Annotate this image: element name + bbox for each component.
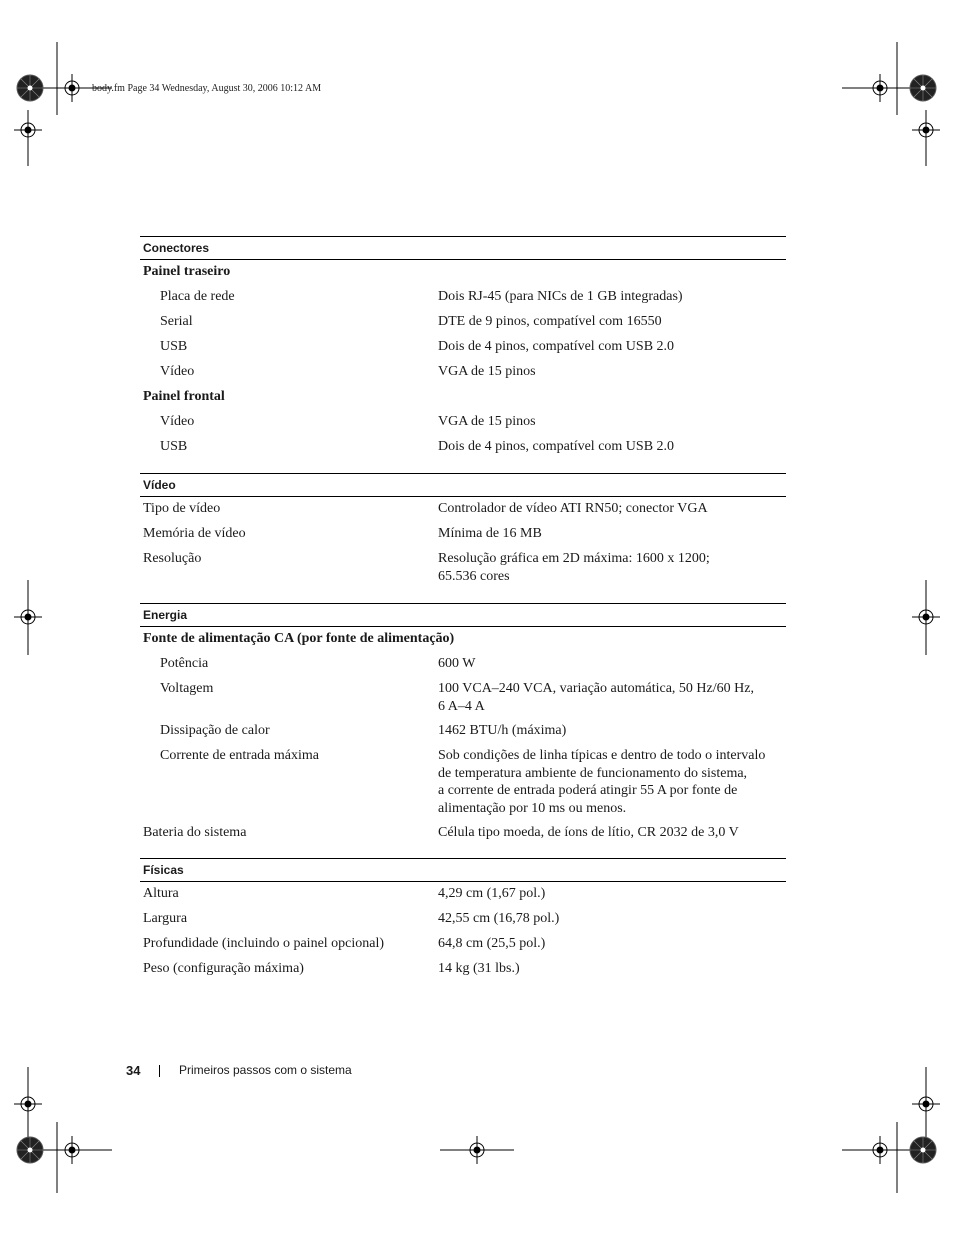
spec-row: Placa de rede Dois RJ-45 (para NICs de 1 GB integradas)	[160, 289, 683, 304]
spec-row: Serial DTE de 9 pinos, compatível com 16550	[160, 314, 662, 329]
spec-row: Profundidade (incluindo o painel opcional) 64,8 cm (25,5 pol.)	[143, 936, 546, 951]
spec-row: Memória de vídeo Mínima de 16 MB	[143, 526, 542, 541]
print-slug: body.fm Page 34 Wednesday, August 30, 2006 10:12 AM	[92, 83, 322, 94]
spec-row: Vídeo VGA de 15 pinos	[160, 364, 536, 379]
spec-row: USB Dois de 4 pinos, compatível com USB 2.0	[160, 339, 675, 354]
spec-row: Largura 42,55 cm (16,78 pol.)	[143, 911, 560, 926]
spec-row: Voltagem 100 VCA–240 VCA, variação automática, 50 Hz/60 Hz, 6 A–4 A	[160, 681, 754, 714]
section-heading: Conectores	[140, 236, 786, 260]
section-heading: Vídeo	[140, 473, 786, 497]
section-fisicas	[140, 858, 786, 982]
section-conectores	[140, 236, 786, 460]
section-energia	[140, 603, 786, 846]
spec-row: Potência 600 W	[160, 656, 476, 671]
page-number: 34	[126, 1063, 141, 1078]
spec-row: Peso (configuração máxima) 14 kg (31 lbs.)	[143, 961, 520, 976]
footer-title: Primeiros passos com o sistema	[179, 1063, 352, 1077]
spec-row: Tipo de vídeo Controlador de vídeo ATI RN50; conector VGA	[143, 501, 708, 516]
spec-row: Painel frontal	[143, 389, 225, 404]
spec-row: Vídeo VGA de 15 pinos	[160, 414, 536, 429]
spec-row: Altura 4,29 cm (1,67 pol.)	[143, 886, 546, 901]
spec-row: Dissipação de calor 1462 BTU/h (máxima)	[160, 723, 567, 738]
footer-divider	[159, 1065, 160, 1077]
spec-row: Painel traseiro	[143, 264, 231, 279]
spec-row: Corrente de entrada máxima Sob condições de linha típicas e dentro de todo o intervalo de temperatura ambiente de funcionamento do sistema, a corrente de entrada poderá atingir 55 A por fonte de alimentação por 10 ms ou menos.	[160, 748, 766, 816]
section-video	[140, 473, 786, 589]
section-heading: Físicas	[140, 858, 786, 882]
section-heading: Energia	[140, 603, 786, 627]
spec-row: Bateria do sistema Célula tipo moeda, de íons de lítio, CR 2032 de 3,0 V	[143, 825, 739, 840]
spec-row: Resolução Resolução gráfica em 2D máxima: 1600 x 1200; 65.536 cores	[143, 551, 710, 584]
spec-row: Fonte de alimentação CA (por fonte de alimentação)	[143, 631, 455, 646]
spec-row: USB Dois de 4 pinos, compatível com USB 2.0	[160, 439, 675, 454]
